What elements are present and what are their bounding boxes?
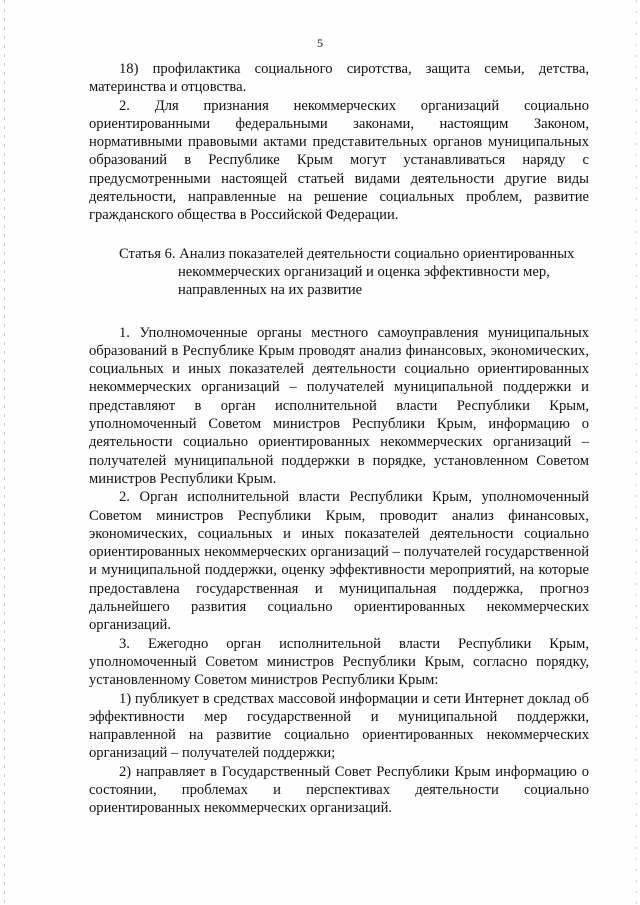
article-subitem-2: 2) направляет в Государственный Совет Республики Крым информацию о состоянии, проблемах и перспективах деятельности социально ориентированных некоммерческих организаций. [89, 763, 589, 817]
article-paragraph-3: 3. Ежегодно орган исполнительной власти Республики Крым, уполномоченный Советом министров Республики Крым, согласно порядку, установленному Советом министров Республики Крым: [89, 635, 589, 689]
article-heading [89, 245, 589, 300]
scan-edge-right [636, 0, 637, 905]
scan-edge-left [4, 0, 5, 905]
document-body [89, 60, 589, 818]
paragraph-item-18: 18) профилактика социального сиротства, защита семьи, детства, материнства и отцовства. [89, 61, 589, 96]
page-number: 5 [317, 36, 323, 50]
article-paragraph-1: 1. Уполномоченные органы местного самоуправления муниципальных образований в Республике Крым проводят анализ финансовых, экономических, социальных и иных показателей деятельности социально ориентированных некоммерческих организаций – получателей муниципальной поддержки и представляют в орган исполнительной власти Республики Крым, уполномоченный Советом министров Республики Крым, информацию о деятельности социально ориентированных некоммерческих организаций – получателей муниципальной поддержки в порядке, установленном Советом министров Республики Крым. [89, 324, 589, 487]
article-heading-line-1: Статья 6. Анализ показателей деятельности социально ориентированных [119, 245, 575, 262]
article-paragraph-2: 2. Орган исполнительной власти Республики Крым, уполномоченный Советом министров Республики Крым, проводит анализ финансовых, экономических, социальных и иных показателей деятельности социально ориентированных некоммерческих организаций – получателей государственной и муниципальной поддержки, оценку эффективности мероприятий, на которые предоставлена государственная и муниципальная поддержка, прогноз дальнейшего развития социально ориентированных некоммерческих организаций. [89, 489, 589, 634]
paragraph-clause-2: 2. Для признания некоммерческих организаций социально ориентированными федеральными законами, настоящим Законом, нормативными правовыми актами представительных органов муниципальных образований в Республике Крым могут устанавливаться наряду с предусмотренными настоящей статьей видами деятельности другие виды деятельности, направленные на решение социальных проблем, развитие гражданского общества в Российской Федерации. [89, 97, 589, 224]
article-heading-line-3: направленных на их развитие [178, 282, 363, 299]
article-subitem-1: 1) публикует в средствах массовой информации и сети Интернет доклад об эффективности мер государственной и муниципальной поддержки, направленной на развитие социально ориентированных некоммерческих организаций – получателей поддержки; [89, 690, 589, 762]
article-heading-line-2: некоммерческих организаций и оценка эффективности мер, [178, 263, 550, 280]
